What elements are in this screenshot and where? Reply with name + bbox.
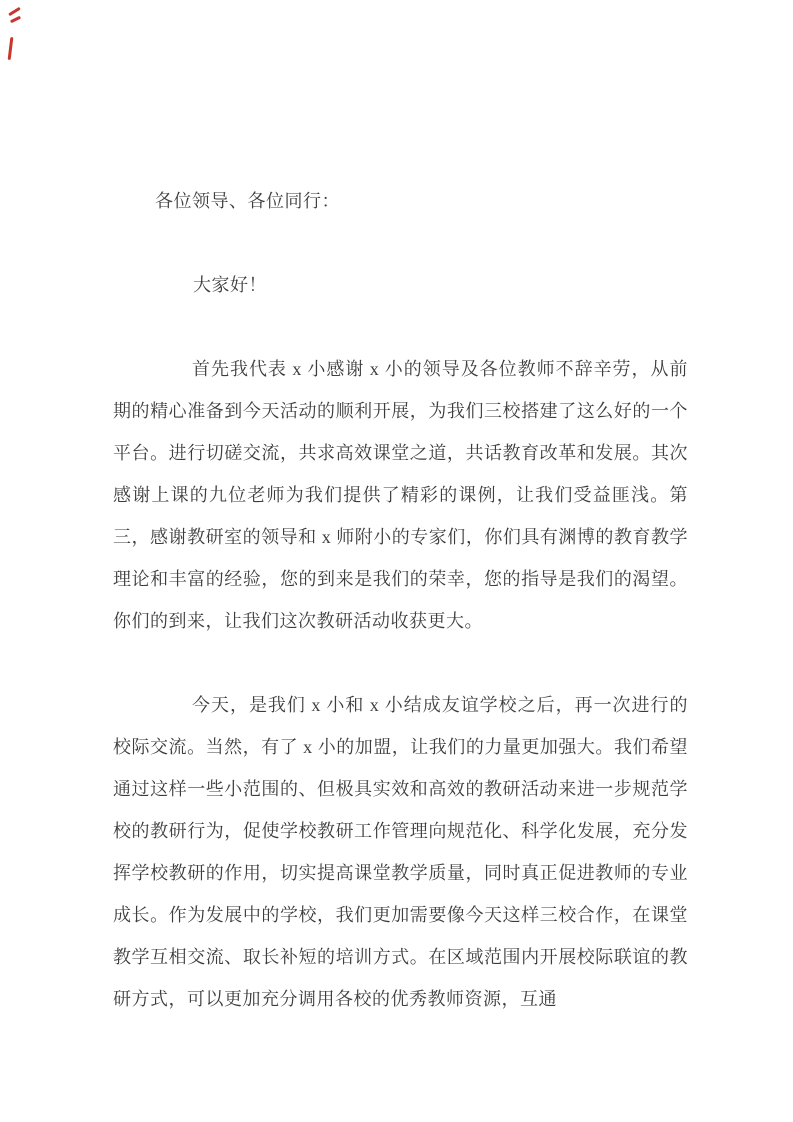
red-pen-mark-icon [8,37,14,60]
red-pen-mark-icon [8,7,21,16]
red-pen-mark-icon [10,16,21,24]
greeting-line: 各位领导、各位同行： [155,191,340,211]
paragraph-hello: 大家好！ [193,275,267,295]
paragraph-today: 今天，是我们 x 小和 x 小结成友谊学校之后，再一次进行的校际交流。当然，有了 x 小的加盟，让我们的力量更加强大。我们希望通过这样一些小范围的、但极具实效和高效的教研活动来进一步规范学校的教研行为，促使学校教研工作管理向规范化、科学化发展，充分发挥学校教研的作用，切实提高课堂教学质量，同时真正促进教师的专业成长。作为发展中的学校，我们更加需要像今天这样三校合作，在课堂教学互相交流、取长补短的培训方式。在区域范围内开展校际联谊的教研方式，可以更加充分调用各校的优秀教师资源，互通 [113,695,688,1009]
paragraph-thanks: 首先我代表 x 小感谢 x 小的领导及各位教师不辞辛劳，从前期的精心准备到今天活动的顺利开展，为我们三校搭建了这么好的一个平台。进行切磋交流，共求高效课堂之道，共话教育改革和发展。其次感谢上课的九位老师为我们提供了精彩的课例，让我们受益匪浅。第三，感谢教研室的领导和 x 师附小的专家们，你们具有渊博的教育教学理论和丰富的经验，您的到来是我们的荣幸，您的指导是我们的渴望。你们的到来，让我们这次教研活动收获更大。 [113,359,688,631]
speech-text [113,180,688,1062]
